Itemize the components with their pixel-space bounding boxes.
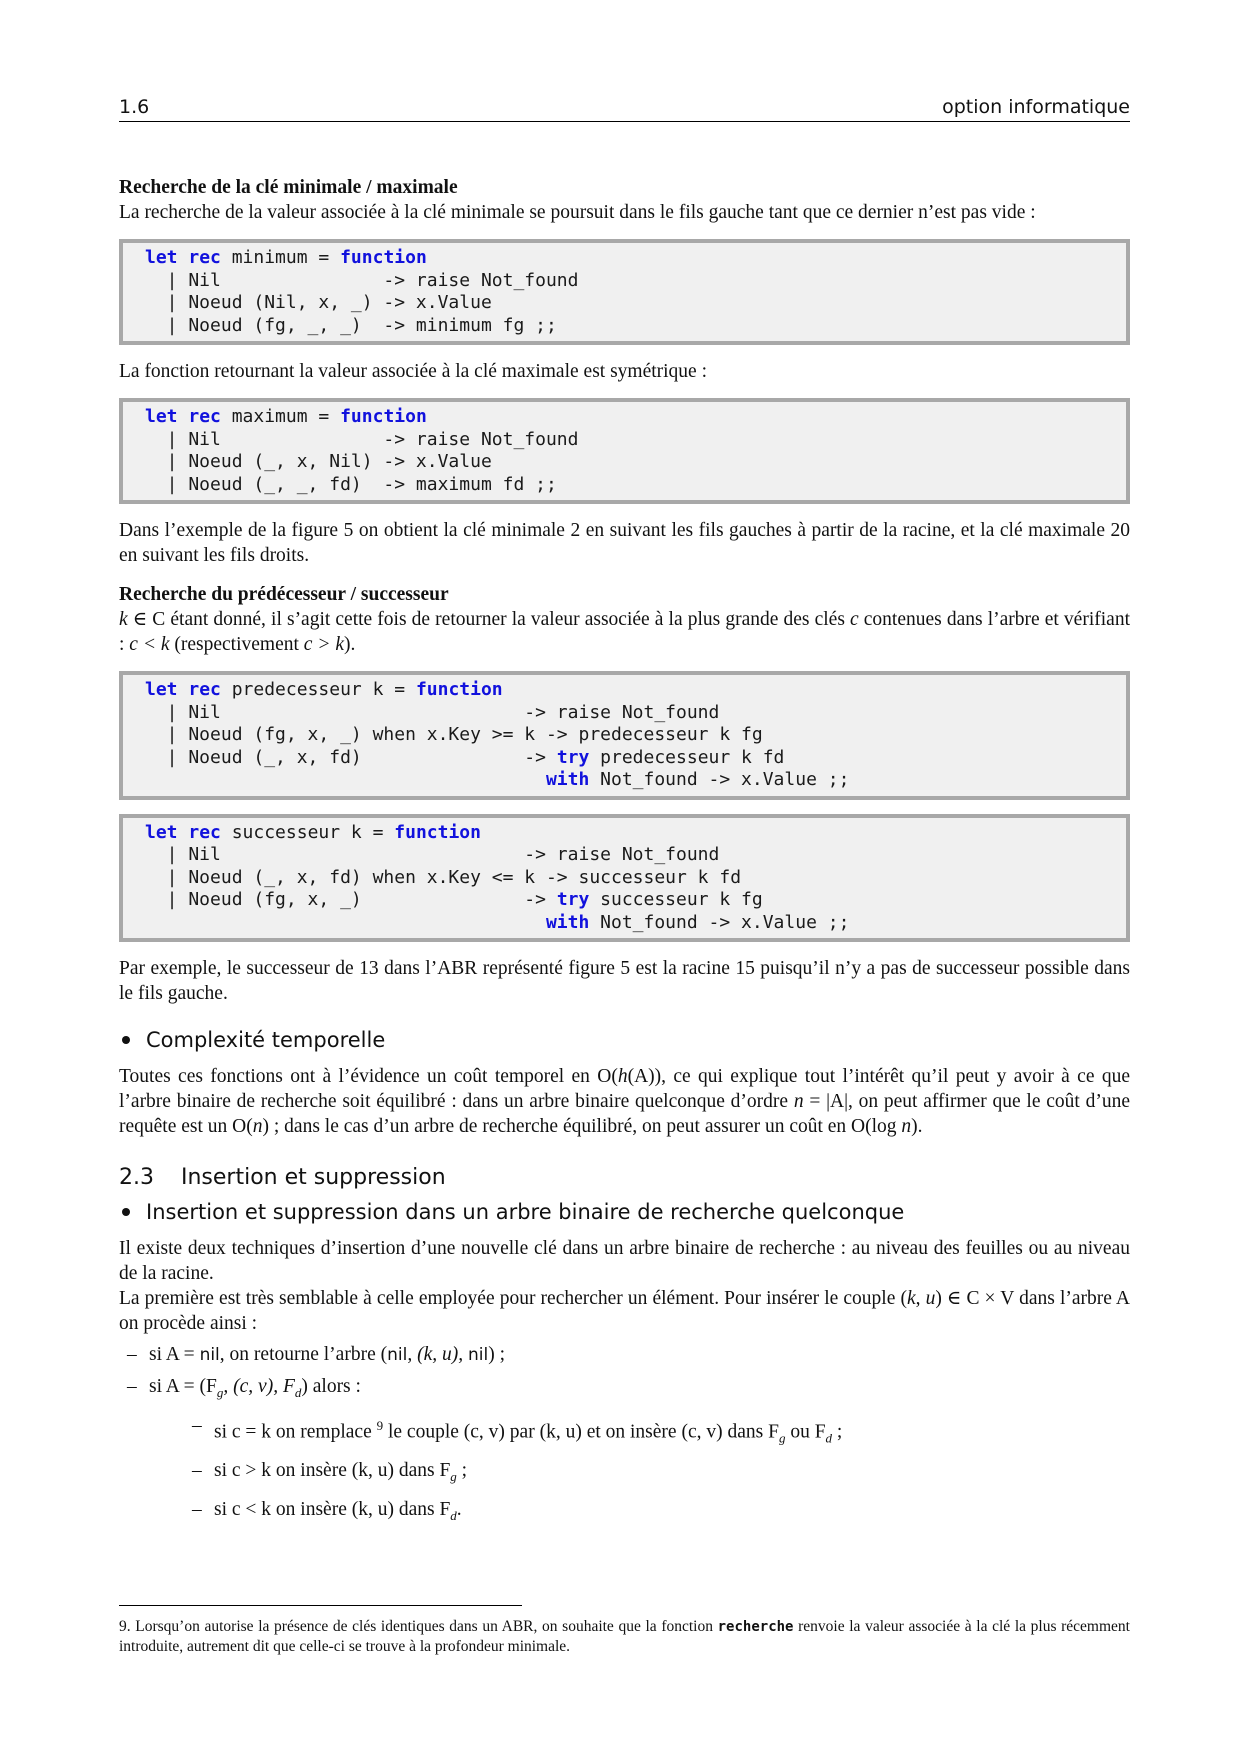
code-line: | Noeud (_, _, fd) -> maximum fd ;; [145,473,557,495]
section-title: Insertion et suppression [181,1165,446,1190]
code-keyword: function [340,406,427,427]
pred-succ-heading: Recherche du prédécesseur / successeur [119,584,449,605]
code-keyword: let [145,247,178,268]
code-keyword: function [340,247,427,268]
header-title: option informatique [942,96,1130,118]
min-max-example: Dans l’exemple de la figure 5 on obtient la clé minimale 2 en suivant les fils gauches à partir de la racine, et la clé maximale 20 en suivant les fils droits. [119,520,1130,566]
max-intro: La fonction retournant la valeur associée à la clé maximale est symétrique : [119,361,708,382]
bullet-icon [122,1036,130,1044]
code-block-maximum: let rec maximum = function | Nil -> raise Not_found | Noeud (_, x, Nil) -> x.Value | Noeud (_, _, fd) -> maximum fd ;; [119,398,1130,504]
code-keyword: rec [188,679,221,700]
succ-example: Par exemple, le successeur de 13 dans l’ABR représenté figure 5 est la racine 15 puisqu’il n’y a pas de successeur possible dans le fils gauche. [119,958,1130,1004]
list-item: – si c = k on remplace $^9$ le couple (c, v) par (k, u) et on insère (c, v) dans $F_g$ ou $F_d$ ; [214,1413,1130,1450]
code-line: | Noeud (_, x, fd) -> try predecesseur k fd [145,746,785,768]
section-heading [119,1165,1130,1190]
code-line: | Noeud (_, x, fd) when x.Key <= k -> successeur k fd [145,866,742,888]
code-line: | Noeud (fg, x, _) -> try successeur k fg [145,889,763,910]
pred-succ-intro: k ∈ C étant donné, il s’agit cette fois de retourner la valeur associée à la plus grande des clés c contenues dans l’arbre et vérifiant : c < k (respectivement c > k). [119,609,1130,655]
complexite-text: Toutes ces fonctions ont à l’évidence un coût temporel en O(h(A)), ce qui explique tout l’intérêt qu’il peut y avoir à ce que l’arbre binaire de recherche soit équilibré : dans un arbre binaire quelconque d’ordre n = |A|, on peut affirmer que le coût d’une requête est un O(n) ; dans le cas d’un arbre de recherche équilibré, on peut assurer un coût en O(log n). [119,1066,1130,1137]
code-line: | Nil -> raise Not_found [145,428,579,450]
code-line: with Not_found -> x.Value ;; [545,769,850,790]
page-header [119,96,1130,122]
list-item: – si A = nil, on retourne l’arbre (nil, (k, u), nil) ; [149,1342,1130,1368]
code-keyword: function [394,821,481,843]
code-line: | Noeud (fg, x, _) when x.Key >= k -> predecesseur k fg [145,724,763,745]
code-line: with Not_found -> x.Value ;; [545,911,850,933]
insertion-para1: Il existe deux techniques d’insertion d’une nouvelle clé dans un arbre binaire de recherche : au niveau des feuilles ou au niveau de la racine. [119,1238,1130,1284]
code-keyword: let [145,679,178,700]
footnote-rule [119,1605,522,1606]
code-keyword: try [556,889,590,910]
main-content [119,175,1130,1536]
list-item: – si $A = (F_g$, (c, v), $F_d$) alors : – si c = k on remplace $^9$ le couple (c, v) par (k, u) et on insère (c, v) dans $F_g$ ou $F_d$ ; – si c > k on insère (k, u) dans $F_g$ ; – si c < k on insère (k, u) dans $F_d$. [149,1374,1130,1528]
code-line: minimum = function [220,247,427,268]
insertion-list [119,1342,1130,1528]
code-block-minimum: let rec minimum = function | Nil -> raise Not_found | Noeud (Nil, x, _) -> x.Value | Noeud (fg, _, _) -> minimum fg ;; [119,239,1130,345]
code-keyword: with [545,769,590,790]
footnote: 9. Lorsqu’on autorise la présence de clés identiques dans un ABR, on souhaite que la fonction recherche renvoie la valeur associée à la clé la plus récemment introduite, autrement dit que celle-ci se trouve à la profondeur minimale. [119,1618,1130,1655]
code-keyword: try [556,746,590,768]
code-line: let rec successeur k = function [145,821,481,843]
code-keyword: let [145,821,178,843]
code-keyword: with [545,911,590,933]
code-line: | Nil -> raise Not_found [145,269,579,291]
code-line: | Nil -> raise Not_found [145,701,720,723]
list-item: – si c < k on insère (k, u) dans $F_d$. [214,1497,1130,1528]
sub-list [119,1413,1130,1528]
insertion-heading: Insertion et suppression dans un arbre binaire de recherche quelconque [119,1200,1130,1224]
code-keyword: function [415,679,503,700]
code-line: | Noeud (fg, _, _) -> minimum fg ;; [145,314,557,336]
code-line: | Noeud (Nil, x, _) -> x.Value [145,292,492,313]
code-line: let rec predecesseur k = function [145,679,503,700]
section-number: 2.3 [119,1165,154,1190]
page-number: 1.6 [119,96,150,118]
code-line: maximum = function [220,406,427,427]
code-line: | Noeud (_, x, Nil) -> x.Value [145,451,492,472]
complexite-heading: Complexité temporelle [119,1028,1130,1052]
code-block-predecesseur [119,671,1130,800]
list-item: – si c > k on insère (k, u) dans $F_g$ ; [214,1458,1130,1489]
insertion-para2: La première est très semblable à celle employée pour rechercher un élément. Pour insérer le couple (k, u) ∈ C × V dans l’arbre A on procède ainsi : [119,1288,1130,1334]
code-block-successeur [119,814,1130,943]
min-max-heading: Recherche de la clé minimale / maximale [119,177,458,198]
code-keyword: rec [188,821,221,843]
bullet-icon [122,1208,130,1216]
min-max-intro: La recherche de la valeur associée à la clé minimale se poursuit dans le fils gauche tant que ce dernier n’est pas vide : [119,202,1036,223]
code-line: | Nil -> raise Not_found [145,844,720,865]
